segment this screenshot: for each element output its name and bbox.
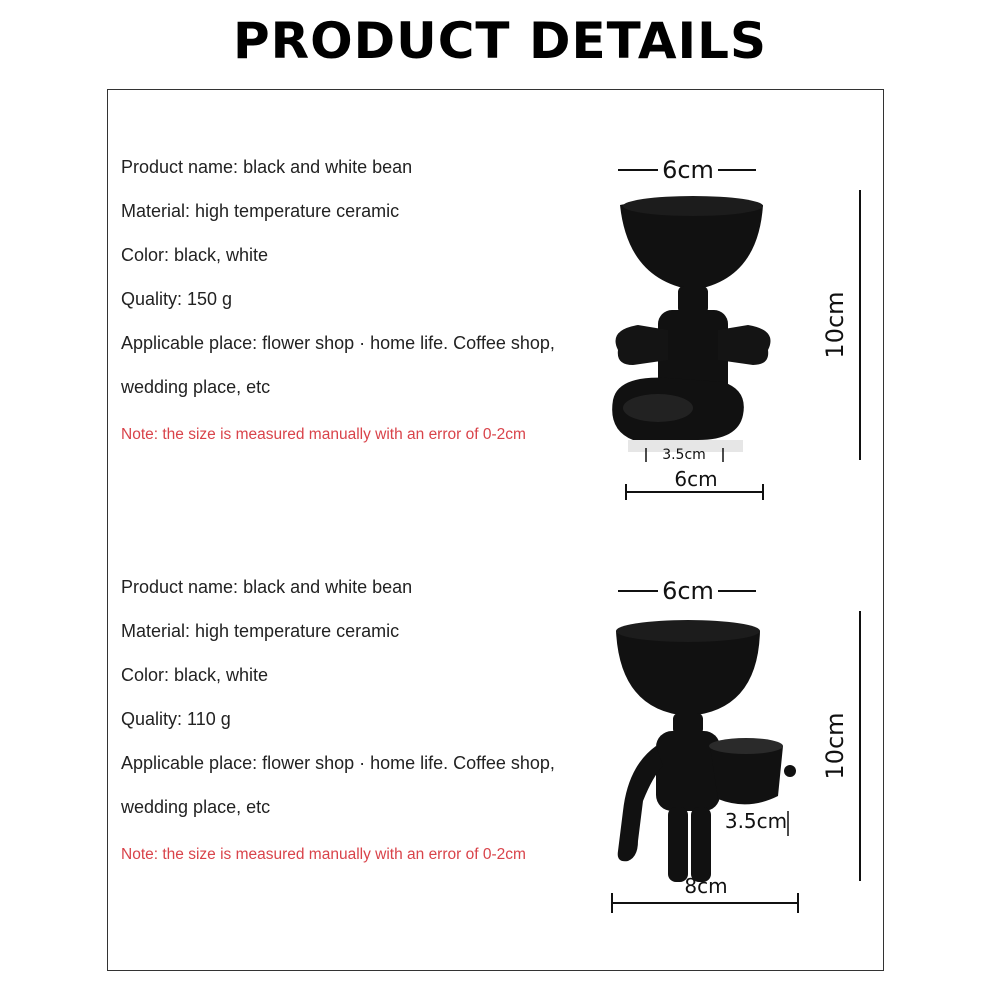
quality-text: Quality: 150 g <box>121 289 233 309</box>
material-text: Material: high temperature ceramic <box>121 201 400 221</box>
applicable-place-text-cont: wedding place, etc <box>121 377 271 397</box>
product-panel-2 <box>107 519 884 971</box>
size-note: Note: the size is measured manually with an error of 0-2cm <box>121 426 526 443</box>
product-name-text: Product name: black and white bean <box>121 577 413 597</box>
size-note: Note: the size is measured manually with an error of 0-2cm <box>121 846 526 863</box>
dim-top-label: 6cm <box>662 156 714 184</box>
color-text: Color: black, white <box>121 245 269 265</box>
applicable-place-text-cont: wedding place, etc <box>121 797 271 817</box>
product-image-sitting-figure <box>598 150 878 510</box>
color-text: Color: black, white <box>121 665 269 685</box>
product-name-text: Product name: black and white bean <box>121 157 413 177</box>
dim-inner-label: 3.5cm <box>724 809 788 833</box>
dim-bottom-label: 6cm <box>674 467 718 491</box>
dim-height-label: 10cm <box>821 291 849 359</box>
quality-text: Quality: 110 g <box>121 709 231 729</box>
dim-height-label: 10cm <box>821 712 849 780</box>
dim-bottom-label: 8cm <box>684 874 728 898</box>
dim-inner-label: 3.5cm <box>662 447 706 463</box>
product-panel-1 <box>107 89 884 519</box>
applicable-place-text: Applicable place: flower shop · home life. Coffee shop, <box>121 333 555 353</box>
product-image-seated-figure-with-pot <box>598 571 878 931</box>
material-text: Material: high temperature ceramic <box>121 621 400 641</box>
dim-top-label: 6cm <box>662 577 714 605</box>
applicable-place-text: Applicable place: flower shop · home life. Coffee shop, <box>121 753 555 773</box>
page-title: PRODUCT DETAILS <box>232 12 768 70</box>
